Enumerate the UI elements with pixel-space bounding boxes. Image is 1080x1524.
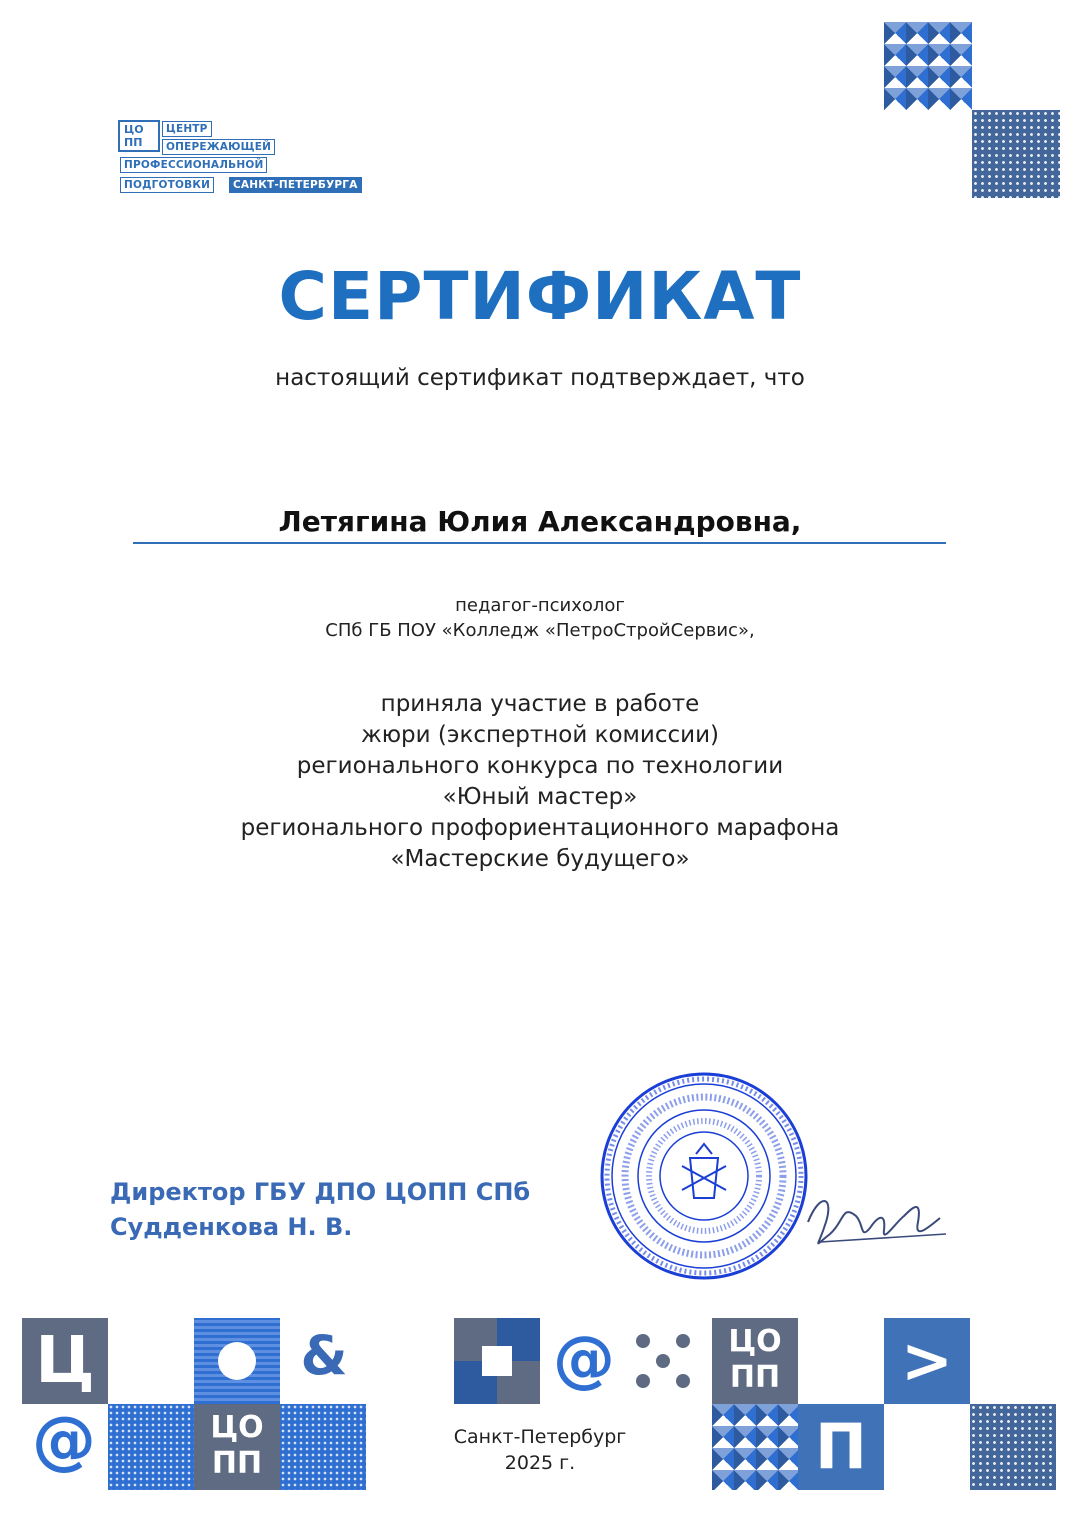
footer-place-date	[0, 1424, 1080, 1476]
footer-year: 2025 г.	[504, 1452, 576, 1474]
official-seal	[598, 1070, 810, 1282]
logo-line-4b: САНКТ-ПЕТЕРБУРГА	[229, 177, 362, 193]
copp-logo	[118, 120, 388, 198]
name-underline	[133, 542, 946, 544]
body-line-2: жюри (экспертной комиссии)	[360, 722, 720, 748]
body-line-4: «Юный мастер»	[442, 784, 638, 810]
logo-line-1: ЦЕНТР	[162, 121, 212, 137]
director-block	[110, 1175, 530, 1245]
tile-copp-right-top: ЦО	[728, 1324, 782, 1359]
director-signature	[800, 1182, 948, 1262]
logo-mark	[118, 120, 160, 152]
tile-copp-right-bottom: ПП	[729, 1360, 781, 1395]
tile-p-glyph: П	[815, 1410, 867, 1483]
certificate-body	[0, 689, 1080, 875]
logo-line-3: ПРОФЕССИОНАЛЬНОЙ	[120, 157, 267, 173]
position-line-1: педагог-психолог	[455, 595, 625, 616]
tile-copp-left-bottom: ПП	[211, 1446, 263, 1481]
logo-line-4a: ПОДГОТОВКИ	[120, 177, 214, 193]
tile-ts	[22, 1318, 108, 1404]
body-line-1: приняла участие в работе	[380, 691, 700, 717]
certificate-title: СЕРТИФИКАТ	[278, 258, 802, 335]
position-line-2: СПб ГБ ПОУ «Колледж «ПетроСтройСервис»,	[325, 620, 755, 641]
tile-at-left: @	[32, 1404, 96, 1478]
tile-dots-right	[970, 1404, 1056, 1490]
decor-dots-tile	[972, 110, 1060, 198]
tile-triangles-right	[712, 1404, 798, 1490]
tile-five-dots-icon	[632, 1330, 694, 1392]
tile-arrow	[884, 1318, 970, 1404]
body-line-6: «Мастерские будущего»	[390, 846, 690, 872]
tile-p	[798, 1404, 884, 1490]
tile-squares	[454, 1318, 540, 1404]
body-line-3: регионального конкурса по технологии	[296, 753, 784, 779]
tile-arrow-glyph: >	[901, 1324, 953, 1397]
recipient-name: Летягина Юлия Александровна,	[278, 505, 802, 538]
director-name: Судденкова Н. В.	[110, 1213, 353, 1241]
tile-copp-right	[712, 1318, 798, 1404]
logo-mark-bottom: ПП	[124, 136, 143, 149]
certificate-subtitle: настоящий сертификат подтверждает, что	[275, 365, 805, 391]
tile-ts-glyph: Ц	[35, 1324, 95, 1398]
tile-stripes-circle	[194, 1318, 280, 1404]
decor-triangles-tile	[884, 22, 972, 110]
logo-mark-top: ЦО	[124, 123, 144, 136]
recipient-position	[0, 593, 1080, 643]
logo-line-2: ОПЕРЕЖАЮЩЕЙ	[162, 139, 275, 155]
tile-squares-center	[482, 1346, 512, 1376]
director-title: Директор ГБУ ДПО ЦОПП СПб	[110, 1178, 531, 1206]
footer-city: Санкт-Петербург	[453, 1426, 627, 1448]
tile-copp-left-top: ЦО	[210, 1410, 264, 1445]
tile-at-middle: @	[553, 1322, 615, 1395]
tile-circle-icon	[218, 1342, 256, 1380]
body-line-5: регионального профориентационного марафона	[240, 815, 840, 841]
tile-ampersand: &	[300, 1324, 348, 1387]
